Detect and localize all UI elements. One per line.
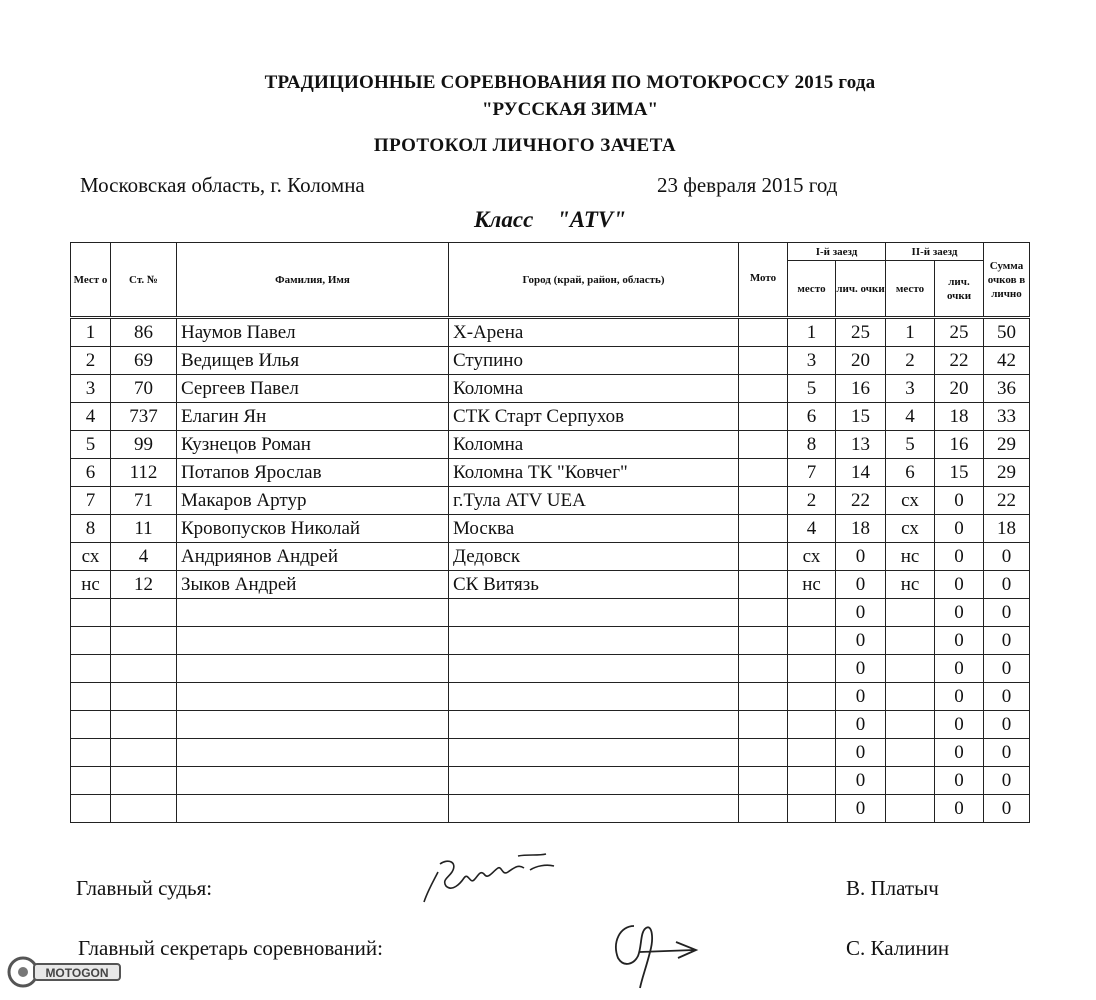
header-place: Мест о — [71, 243, 111, 318]
header-total: Сумма очков в лично — [984, 243, 1030, 318]
table-row — [71, 375, 1030, 403]
header-race1-points: лич. очки — [836, 261, 886, 318]
cell-rider-name — [177, 795, 449, 823]
judge-label: Главный судья: — [76, 876, 213, 900]
cell-total-points: 0 — [984, 739, 1030, 767]
cell-rider-city: СК Витязь — [449, 571, 739, 599]
cell-race1-points: 16 — [836, 375, 886, 403]
table-row — [71, 543, 1030, 571]
cell-place — [71, 767, 111, 795]
cell-race1-place: 4 — [788, 515, 836, 543]
cell-race1-points: 13 — [836, 431, 886, 459]
cell-place — [71, 683, 111, 711]
cell-start-number — [111, 739, 177, 767]
cell-rider-city — [449, 795, 739, 823]
event-date: 23 февраля 2015 год — [657, 173, 838, 197]
judge-signature — [418, 850, 568, 910]
svg-text:MOTOGON: MOTOGON — [45, 966, 109, 980]
cell-race1-points: 15 — [836, 403, 886, 431]
cell-rider-name — [177, 711, 449, 739]
cell-place: нс — [71, 571, 111, 599]
cell-race2-points: 0 — [935, 571, 984, 599]
cell-start-number — [111, 795, 177, 823]
header-city: Город (край, район, область) — [449, 243, 739, 318]
cell-start-number: 86 — [111, 318, 177, 347]
cell-total-points: 0 — [984, 795, 1030, 823]
cell-rider-name — [177, 683, 449, 711]
cell-start-number — [111, 627, 177, 655]
results-table — [70, 242, 1030, 823]
header-name: Фамилия, Имя — [177, 243, 449, 318]
cell-race2-place — [886, 711, 935, 739]
cell-total-points: 0 — [984, 627, 1030, 655]
table-row — [71, 515, 1030, 543]
cell-race1-points: 0 — [836, 795, 886, 823]
cell-race1-place: 5 — [788, 375, 836, 403]
cell-start-number — [111, 767, 177, 795]
cell-rider-city: г.Тула ATV UEA — [449, 487, 739, 515]
cell-place: 2 — [71, 347, 111, 375]
cell-place: 1 — [71, 318, 111, 347]
cell-place — [71, 627, 111, 655]
cell-rider-name: Ведищев Илья — [177, 347, 449, 375]
cell-start-number: 112 — [111, 459, 177, 487]
table-row — [71, 655, 1030, 683]
cell-place: 6 — [71, 459, 111, 487]
cell-start-number: 12 — [111, 571, 177, 599]
cell-place — [71, 795, 111, 823]
cell-race2-place: 5 — [886, 431, 935, 459]
cell-race2-points: 0 — [935, 683, 984, 711]
cell-race2-place: нс — [886, 543, 935, 571]
table-row — [71, 683, 1030, 711]
cell-rider-name: Зыков Андрей — [177, 571, 449, 599]
header-race1-place: место — [788, 261, 836, 318]
cell-race2-points: 0 — [935, 655, 984, 683]
cell-race2-points: 0 — [935, 627, 984, 655]
table-row — [71, 403, 1030, 431]
cell-race1-place: 6 — [788, 403, 836, 431]
cell-race2-points: 0 — [935, 795, 984, 823]
table-row — [71, 431, 1030, 459]
cell-rider-city: Дедовск — [449, 543, 739, 571]
cell-race2-place: 4 — [886, 403, 935, 431]
cell-moto — [739, 347, 788, 375]
cell-race2-place — [886, 767, 935, 795]
cell-start-number: 11 — [111, 515, 177, 543]
cell-race1-place — [788, 599, 836, 627]
cell-rider-name: Кузнецов Роман — [177, 431, 449, 459]
cell-race2-points: 20 — [935, 375, 984, 403]
cell-race2-points: 0 — [935, 739, 984, 767]
cell-race2-place: 1 — [886, 318, 935, 347]
table-row — [71, 318, 1030, 347]
cell-rider-name: Андриянов Андрей — [177, 543, 449, 571]
cell-rider-city: Ступино — [449, 347, 739, 375]
cell-rider-name: Наумов Павел — [177, 318, 449, 347]
cell-race2-place: 3 — [886, 375, 935, 403]
cell-race2-points: 0 — [935, 711, 984, 739]
cell-race2-place — [886, 683, 935, 711]
cell-place — [71, 739, 111, 767]
cell-rider-city — [449, 683, 739, 711]
cell-race1-place — [788, 655, 836, 683]
cell-race1-points: 22 — [836, 487, 886, 515]
competition-name: "РУССКАЯ ЗИМА" — [481, 99, 659, 120]
cell-rider-name — [177, 767, 449, 795]
cell-race2-place — [886, 795, 935, 823]
cell-moto — [739, 767, 788, 795]
header-race2-place: место — [886, 261, 935, 318]
table-row — [71, 459, 1030, 487]
header-race2-points: лич. очки — [935, 261, 984, 318]
cell-total-points: 0 — [984, 543, 1030, 571]
cell-moto — [739, 683, 788, 711]
cell-race2-place — [886, 599, 935, 627]
cell-moto — [739, 487, 788, 515]
cell-race2-place: нс — [886, 571, 935, 599]
cell-place: 4 — [71, 403, 111, 431]
secretary-label: Главный секретарь соревнований: — [78, 936, 383, 960]
cell-moto — [739, 571, 788, 599]
cell-rider-name — [177, 599, 449, 627]
cell-start-number: 99 — [111, 431, 177, 459]
cell-rider-name: Кровопусков Николай — [177, 515, 449, 543]
cell-rider-city: Коломна — [449, 431, 739, 459]
cell-total-points: 36 — [984, 375, 1030, 403]
cell-race2-place: 2 — [886, 347, 935, 375]
cell-moto — [739, 711, 788, 739]
cell-total-points: 0 — [984, 655, 1030, 683]
cell-race1-place: сх — [788, 543, 836, 571]
cell-race2-place: сх — [886, 487, 935, 515]
protocol-title: ПРОТОКОЛ ЛИЧНОГО ЗАЧЕТА — [373, 135, 677, 156]
cell-rider-city — [449, 655, 739, 683]
header-race2: II-й заезд — [886, 243, 984, 261]
cell-race2-points: 18 — [935, 403, 984, 431]
cell-place: 8 — [71, 515, 111, 543]
table-row — [71, 347, 1030, 375]
cell-rider-city — [449, 739, 739, 767]
cell-moto — [739, 627, 788, 655]
cell-rider-name: Сергеев Павел — [177, 375, 449, 403]
cell-race1-points: 20 — [836, 347, 886, 375]
cell-total-points: 0 — [984, 599, 1030, 627]
cell-total-points: 42 — [984, 347, 1030, 375]
cell-race2-points: 0 — [935, 543, 984, 571]
cell-race2-place — [886, 627, 935, 655]
cell-race1-points: 0 — [836, 627, 886, 655]
cell-total-points: 0 — [984, 571, 1030, 599]
cell-rider-city: Х-Арена — [449, 318, 739, 347]
cell-moto — [739, 431, 788, 459]
table-row — [71, 487, 1030, 515]
cell-start-number — [111, 711, 177, 739]
table-row — [71, 711, 1030, 739]
cell-race1-points: 0 — [836, 711, 886, 739]
cell-start-number — [111, 599, 177, 627]
cell-race1-place — [788, 683, 836, 711]
class-heading — [0, 207, 1096, 233]
cell-race1-place: 2 — [788, 487, 836, 515]
cell-race2-points: 0 — [935, 599, 984, 627]
cell-race1-place — [788, 739, 836, 767]
class-label: Класс — [473, 207, 534, 232]
table-row — [71, 767, 1030, 795]
table-row — [71, 739, 1030, 767]
cell-rider-name — [177, 739, 449, 767]
cell-race2-place: 6 — [886, 459, 935, 487]
cell-total-points: 33 — [984, 403, 1030, 431]
cell-total-points: 0 — [984, 711, 1030, 739]
table-row — [71, 599, 1030, 627]
cell-race1-points: 0 — [836, 767, 886, 795]
cell-race1-points: 25 — [836, 318, 886, 347]
cell-race2-points: 16 — [935, 431, 984, 459]
cell-start-number — [111, 683, 177, 711]
header-start-number: Ст. № — [111, 243, 177, 318]
cell-total-points: 0 — [984, 767, 1030, 795]
cell-start-number: 737 — [111, 403, 177, 431]
cell-rider-city — [449, 599, 739, 627]
motogon-logo — [6, 955, 124, 989]
cell-place — [71, 599, 111, 627]
cell-race1-points: 18 — [836, 515, 886, 543]
cell-race1-points: 0 — [836, 571, 886, 599]
cell-race1-place — [788, 795, 836, 823]
cell-race2-points: 0 — [935, 515, 984, 543]
cell-race1-place: 3 — [788, 347, 836, 375]
cell-total-points: 29 — [984, 459, 1030, 487]
cell-rider-city — [449, 627, 739, 655]
cell-rider-city: Коломна — [449, 375, 739, 403]
cell-race2-place: сх — [886, 515, 935, 543]
cell-rider-city: СТК Старт Серпухов — [449, 403, 739, 431]
cell-total-points: 50 — [984, 318, 1030, 347]
cell-moto — [739, 459, 788, 487]
cell-race1-points: 14 — [836, 459, 886, 487]
cell-place: сх — [71, 543, 111, 571]
table-row — [71, 571, 1030, 599]
cell-start-number: 71 — [111, 487, 177, 515]
cell-rider-name — [177, 655, 449, 683]
cell-rider-name: Потапов Ярослав — [177, 459, 449, 487]
cell-rider-name: Елагин Ян — [177, 403, 449, 431]
cell-rider-city — [449, 767, 739, 795]
cell-place — [71, 655, 111, 683]
cell-place: 3 — [71, 375, 111, 403]
cell-total-points: 29 — [984, 431, 1030, 459]
cell-moto — [739, 543, 788, 571]
cell-moto — [739, 403, 788, 431]
class-value: "ATV" — [557, 207, 627, 232]
header-race1: I-й заезд — [788, 243, 886, 261]
results-body — [71, 318, 1030, 823]
cell-moto — [739, 318, 788, 347]
table-row — [71, 627, 1030, 655]
cell-race1-points: 0 — [836, 543, 886, 571]
table-row — [71, 795, 1030, 823]
cell-race1-points: 0 — [836, 599, 886, 627]
cell-rider-city — [449, 711, 739, 739]
cell-race2-place — [886, 655, 935, 683]
cell-race1-points: 0 — [836, 683, 886, 711]
cell-moto — [739, 375, 788, 403]
cell-race2-points: 25 — [935, 318, 984, 347]
cell-moto — [739, 599, 788, 627]
cell-race1-points: 0 — [836, 739, 886, 767]
cell-start-number: 69 — [111, 347, 177, 375]
cell-race1-place — [788, 711, 836, 739]
judge-name: В. Платыч — [846, 876, 939, 900]
cell-race1-place: 7 — [788, 459, 836, 487]
cell-start-number — [111, 655, 177, 683]
cell-total-points: 0 — [984, 683, 1030, 711]
competition-title: ТРАДИЦИОННЫЕ СОРЕВНОВАНИЯ ПО МОТОКРОССУ 2015 года — [264, 72, 876, 93]
cell-moto — [739, 515, 788, 543]
cell-rider-name: Макаров Артур — [177, 487, 449, 515]
cell-race1-place — [788, 767, 836, 795]
cell-rider-city: Коломна ТК "Ковчег" — [449, 459, 739, 487]
cell-start-number: 70 — [111, 375, 177, 403]
cell-race2-points: 22 — [935, 347, 984, 375]
cell-moto — [739, 795, 788, 823]
cell-race1-place: 8 — [788, 431, 836, 459]
cell-race1-points: 0 — [836, 655, 886, 683]
cell-moto — [739, 739, 788, 767]
cell-start-number: 4 — [111, 543, 177, 571]
cell-rider-name — [177, 627, 449, 655]
header-moto: Мото — [739, 243, 788, 318]
cell-rider-city: Москва — [449, 515, 739, 543]
secretary-signature — [604, 912, 704, 992]
cell-total-points: 18 — [984, 515, 1030, 543]
cell-race2-points: 0 — [935, 767, 984, 795]
event-location: Московская область, г. Коломна — [80, 173, 365, 197]
cell-place — [71, 711, 111, 739]
cell-place: 7 — [71, 487, 111, 515]
cell-total-points: 22 — [984, 487, 1030, 515]
cell-race2-points: 15 — [935, 459, 984, 487]
secretary-name: С. Калинин — [846, 936, 950, 960]
cell-race2-points: 0 — [935, 487, 984, 515]
cell-race1-place — [788, 627, 836, 655]
cell-place: 5 — [71, 431, 111, 459]
cell-race1-place: нс — [788, 571, 836, 599]
cell-race2-place — [886, 739, 935, 767]
cell-moto — [739, 655, 788, 683]
cell-race1-place: 1 — [788, 318, 836, 347]
